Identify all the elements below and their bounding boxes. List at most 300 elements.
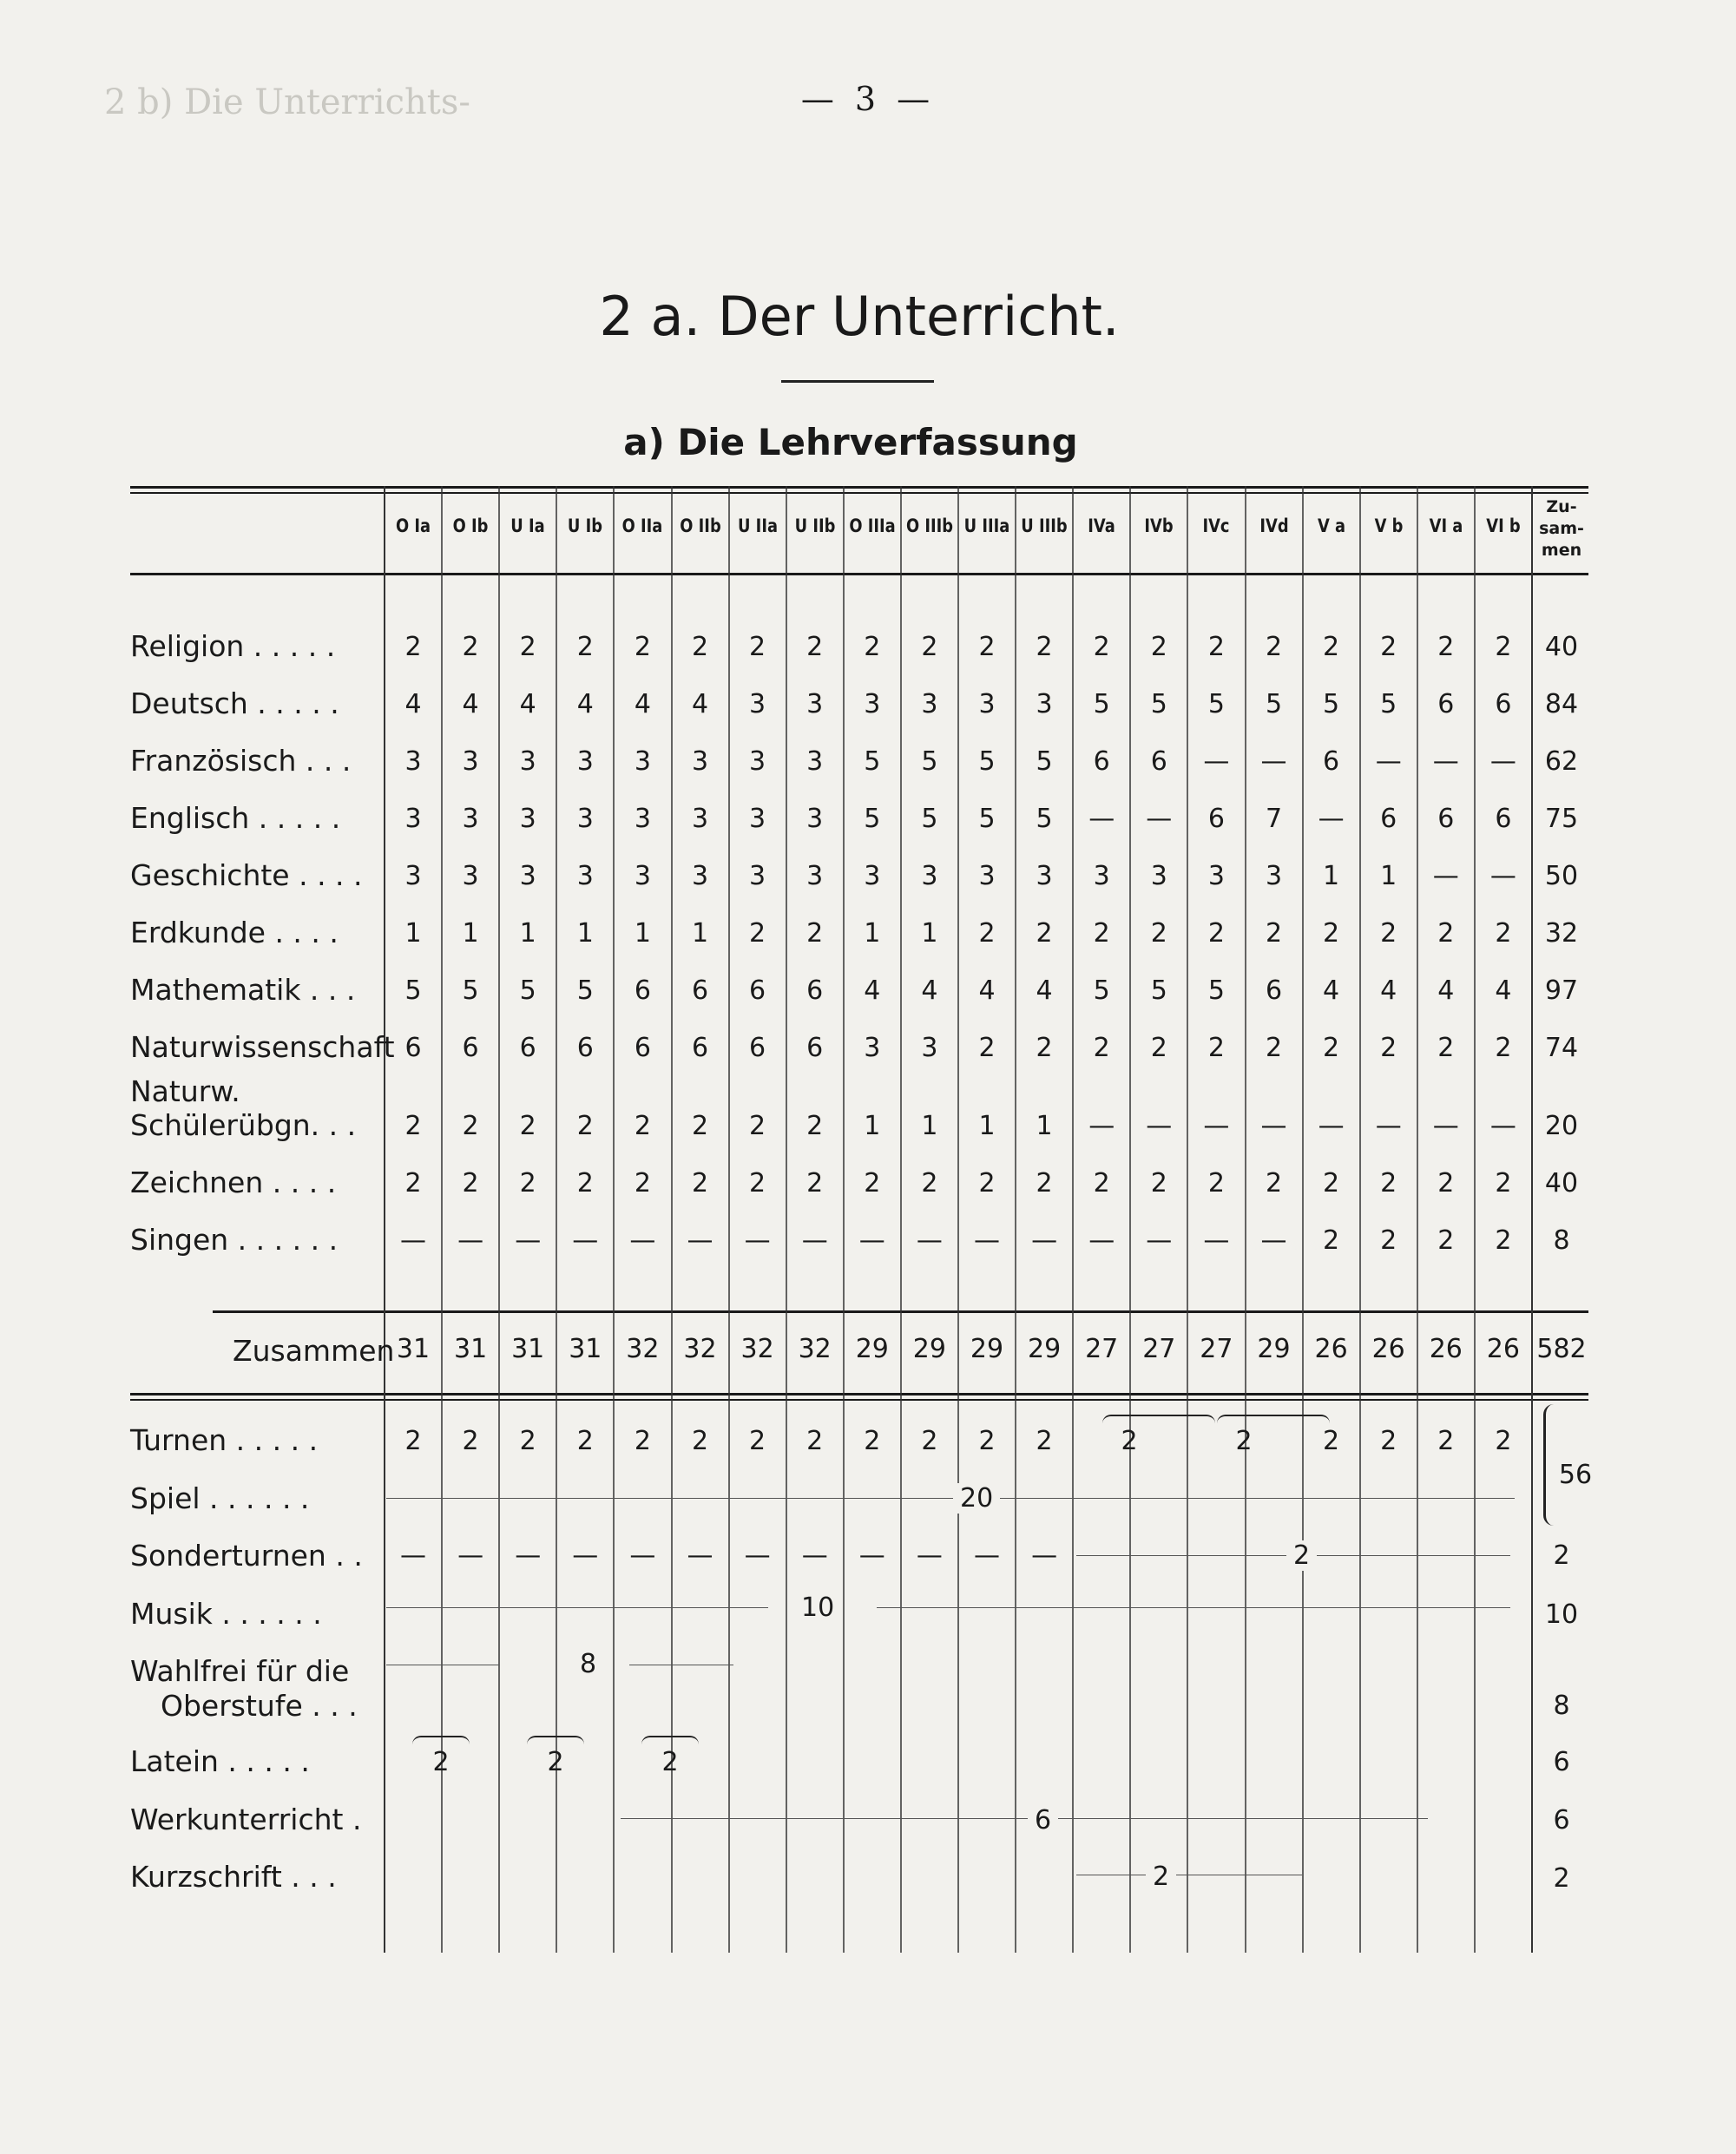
musik-span-line-left bbox=[386, 1607, 768, 1608]
table-cell: 3 bbox=[806, 746, 824, 777]
table-cell: 2 bbox=[576, 1111, 594, 1141]
table-cell: 2 bbox=[1036, 1033, 1053, 1063]
subject-label: Singen . . . . . . bbox=[130, 1223, 339, 1257]
table-cell: 1 bbox=[921, 918, 938, 949]
table-cell: 3 bbox=[691, 804, 709, 834]
column-header: IVd bbox=[1259, 516, 1289, 536]
table-cell: 3 bbox=[1207, 861, 1225, 891]
sum-row-label: Zusammen bbox=[233, 1334, 395, 1368]
total-header-line: Zu- bbox=[1546, 497, 1577, 516]
werkunterricht-total: 6 bbox=[1553, 1805, 1570, 1835]
table-cell: 3 bbox=[404, 804, 422, 834]
sum-bottom-rule-2 bbox=[130, 1399, 1588, 1401]
table-cell: — bbox=[1146, 1111, 1173, 1141]
table-cell: 4 bbox=[921, 975, 938, 1006]
row-total: 62 bbox=[1544, 746, 1579, 777]
table-cell: 6 bbox=[1437, 804, 1455, 834]
subject-label: Naturwissenschaft bbox=[130, 1030, 395, 1064]
turnen-cell: 2 bbox=[691, 1426, 709, 1456]
table-cell: 2 bbox=[978, 1168, 996, 1198]
table-cell: 1 bbox=[921, 1111, 938, 1141]
table-cell: 3 bbox=[806, 804, 824, 834]
table-cell: 2 bbox=[749, 1111, 766, 1141]
column-header: V b bbox=[1374, 516, 1404, 536]
table-cell: 4 bbox=[576, 689, 594, 719]
bleed-through-heading: 2 b) Die Unterrichts- bbox=[104, 82, 470, 122]
table-cell: 2 bbox=[978, 1033, 996, 1063]
turnen-iv-ab: 2 bbox=[1121, 1426, 1138, 1456]
table-cell: 2 bbox=[1036, 1168, 1053, 1198]
table-cell: 5 bbox=[978, 804, 996, 834]
table-cell: 2 bbox=[1437, 1168, 1455, 1198]
musik-total: 10 bbox=[1544, 1599, 1579, 1630]
wahlfrei-value: 8 bbox=[573, 1649, 603, 1679]
table-cell: 5 bbox=[1093, 689, 1110, 719]
column-header: O IIb bbox=[679, 516, 721, 536]
sonderturnen-cell: — bbox=[801, 1540, 828, 1571]
sum-cell: 31 bbox=[569, 1334, 602, 1364]
table-cell: 3 bbox=[1036, 689, 1053, 719]
sonderturnen-cell: — bbox=[974, 1540, 1000, 1571]
column-header: U Ia bbox=[510, 516, 545, 536]
table-cell: 3 bbox=[864, 861, 881, 891]
table-cell: — bbox=[744, 1225, 771, 1256]
table-cell: 2 bbox=[1150, 918, 1167, 949]
table-cell: 5 bbox=[921, 804, 938, 834]
column-header: VI a bbox=[1429, 516, 1463, 536]
sonderturnen-label: Sonderturnen . . bbox=[130, 1539, 363, 1573]
table-cell: — bbox=[1432, 861, 1459, 891]
table-cell: 2 bbox=[1380, 1033, 1397, 1063]
column-header: O Ib bbox=[452, 516, 489, 536]
table-cell: 2 bbox=[806, 632, 824, 662]
table-cell: — bbox=[1031, 1225, 1058, 1256]
table-cell: 6 bbox=[1437, 689, 1455, 719]
table-cell: 3 bbox=[978, 689, 996, 719]
table-cell: 6 bbox=[634, 1033, 651, 1063]
table-cell: 5 bbox=[1036, 746, 1053, 777]
table-cell: 2 bbox=[1265, 918, 1283, 949]
column-header: O IIIa bbox=[849, 516, 896, 536]
table-cell: 2 bbox=[864, 1168, 881, 1198]
total-header-line: sam- bbox=[1539, 519, 1584, 538]
table-cell: — bbox=[1146, 804, 1173, 834]
table-cell: 2 bbox=[806, 1168, 824, 1198]
sum-total: 582 bbox=[1536, 1334, 1587, 1364]
kurzschrift-value: 2 bbox=[1146, 1862, 1176, 1892]
werkunterricht-label: Werkunterricht . bbox=[130, 1803, 362, 1836]
sum-cell: 29 bbox=[1028, 1334, 1062, 1364]
table-cell: — bbox=[1375, 1111, 1402, 1141]
column-header: O IIa bbox=[622, 516, 663, 536]
table-cell: 3 bbox=[864, 1033, 881, 1063]
table-cell: 1 bbox=[864, 1111, 881, 1141]
latein-label: Latein . . . . . bbox=[130, 1744, 310, 1778]
page-number: — 3 — bbox=[800, 80, 936, 118]
table-cell: 6 bbox=[749, 975, 766, 1006]
subject-label: Zeichnen . . . . bbox=[130, 1166, 337, 1199]
table-cell: 2 bbox=[1207, 1033, 1225, 1063]
wahlfrei-label-2: Oberstufe . . . bbox=[161, 1689, 358, 1723]
turnen-cell: 2 bbox=[1036, 1426, 1053, 1456]
table-cell: 4 bbox=[1380, 975, 1397, 1006]
table-cell: 3 bbox=[691, 861, 709, 891]
subject-label: Geschichte . . . . bbox=[130, 858, 363, 892]
table-cell: 2 bbox=[1265, 1168, 1283, 1198]
sum-bottom-rule bbox=[130, 1393, 1588, 1396]
table-cell: — bbox=[1318, 804, 1345, 834]
sum-cell: 31 bbox=[511, 1334, 545, 1364]
subject-label-pre: Naturw. bbox=[130, 1074, 240, 1108]
table-cell: 2 bbox=[691, 1168, 709, 1198]
table-cell: — bbox=[858, 1225, 885, 1256]
table-cell: 2 bbox=[1036, 918, 1053, 949]
table-cell: 7 bbox=[1265, 804, 1283, 834]
table-cell: 1 bbox=[634, 918, 651, 949]
row-total: 84 bbox=[1544, 689, 1579, 719]
latein-total: 6 bbox=[1553, 1747, 1570, 1777]
table-cell: 2 bbox=[1495, 1168, 1512, 1198]
table-cell: 3 bbox=[404, 861, 422, 891]
table-cell: 1 bbox=[404, 918, 422, 949]
table-cell: — bbox=[1375, 746, 1402, 777]
sonderturnen-value: 2 bbox=[1286, 1540, 1317, 1571]
table-cell: 2 bbox=[1150, 1033, 1167, 1063]
table-cell: 2 bbox=[1380, 632, 1397, 662]
table-cell: 5 bbox=[1265, 689, 1283, 719]
subject-label: Schülerübgn. . . bbox=[130, 1108, 357, 1142]
table-cell: 1 bbox=[1323, 861, 1340, 891]
table-cell: — bbox=[572, 1225, 599, 1256]
table-cell: 6 bbox=[519, 1033, 536, 1063]
table-cell: — bbox=[1203, 1111, 1230, 1141]
table-cell: 2 bbox=[921, 1168, 938, 1198]
table-cell: 2 bbox=[1150, 1168, 1167, 1198]
sum-cell: 29 bbox=[970, 1334, 1004, 1364]
sum-cell: 29 bbox=[1257, 1334, 1291, 1364]
sonderturnen-cell: — bbox=[400, 1540, 426, 1571]
table-cell: 2 bbox=[634, 632, 651, 662]
table-cell: 5 bbox=[1207, 689, 1225, 719]
table-cell: 2 bbox=[1437, 1033, 1455, 1063]
table-cell: — bbox=[400, 1225, 426, 1256]
table-cell: 1 bbox=[576, 918, 594, 949]
table-cell: 6 bbox=[1093, 746, 1110, 777]
subject-label: Französisch . . . bbox=[130, 744, 352, 778]
table-cell: 4 bbox=[1036, 975, 1053, 1006]
column-header: IVb bbox=[1144, 516, 1174, 536]
table-cell: 3 bbox=[749, 804, 766, 834]
table-cell: 3 bbox=[921, 861, 938, 891]
turnen-spiel-total: 56 bbox=[1558, 1460, 1593, 1490]
table-cell: 6 bbox=[404, 1033, 422, 1063]
sonderturnen-cell: — bbox=[916, 1540, 943, 1571]
column-header: U IIIb bbox=[1021, 516, 1068, 536]
table-cell: — bbox=[1088, 1111, 1115, 1141]
wahlfrei-total: 8 bbox=[1553, 1691, 1570, 1721]
table-cell: 2 bbox=[1207, 918, 1225, 949]
turnen-cell: 2 bbox=[1495, 1426, 1512, 1456]
table-cell: 2 bbox=[1323, 918, 1340, 949]
table-cell: 5 bbox=[921, 746, 938, 777]
table-cell: 1 bbox=[864, 918, 881, 949]
table-cell: 2 bbox=[576, 632, 594, 662]
table-cell: 2 bbox=[691, 632, 709, 662]
table-cell: 3 bbox=[921, 1033, 938, 1063]
table-cell: 3 bbox=[1093, 861, 1110, 891]
row-total: 97 bbox=[1544, 975, 1579, 1006]
sum-cell: 32 bbox=[740, 1334, 774, 1364]
spiel-label: Spiel . . . . . . bbox=[130, 1481, 310, 1515]
column-header: O IIIb bbox=[905, 516, 953, 536]
table-cell: 3 bbox=[749, 689, 766, 719]
table-cell: 6 bbox=[462, 1033, 479, 1063]
table-cell: 2 bbox=[921, 632, 938, 662]
section-subtitle: a) Die Lehrverfassung bbox=[623, 421, 1078, 463]
table-cell: 2 bbox=[1437, 632, 1455, 662]
table-cell: 2 bbox=[806, 1111, 824, 1141]
table-cell: 3 bbox=[634, 804, 651, 834]
table-cell: 1 bbox=[462, 918, 479, 949]
table-cell: 2 bbox=[1323, 632, 1340, 662]
werkunterricht-value: 6 bbox=[1028, 1805, 1058, 1835]
table-cell: 2 bbox=[1265, 1033, 1283, 1063]
table-cell: 2 bbox=[1093, 918, 1110, 949]
table-cell: 2 bbox=[462, 1168, 479, 1198]
turnen-cell: 2 bbox=[462, 1426, 479, 1456]
table-cell: 5 bbox=[1323, 689, 1340, 719]
table-cell: 3 bbox=[519, 746, 536, 777]
table-cell: 5 bbox=[1380, 689, 1397, 719]
table-cell: — bbox=[515, 1225, 542, 1256]
row-total: 8 bbox=[1553, 1225, 1570, 1256]
table-cell: 3 bbox=[462, 804, 479, 834]
sonderturnen-cell: — bbox=[687, 1540, 713, 1571]
table-cell: 5 bbox=[1150, 975, 1167, 1006]
table-cell: 3 bbox=[806, 689, 824, 719]
spiel-span-line bbox=[386, 1498, 1515, 1499]
turnen-cell: 2 bbox=[749, 1426, 766, 1456]
table-cell: 5 bbox=[1093, 975, 1110, 1006]
turnen-cell: 2 bbox=[1380, 1426, 1397, 1456]
table-cell: 2 bbox=[1207, 1168, 1225, 1198]
table-cell: 1 bbox=[691, 918, 709, 949]
table-cell: — bbox=[629, 1225, 656, 1256]
table-cell: 3 bbox=[749, 746, 766, 777]
table-cell: — bbox=[1203, 746, 1230, 777]
table-cell: 2 bbox=[864, 632, 881, 662]
sonderturnen-total: 2 bbox=[1553, 1540, 1570, 1571]
table-cell: 2 bbox=[519, 1111, 536, 1141]
sum-cell: 26 bbox=[1314, 1334, 1348, 1364]
table-cell: 1 bbox=[978, 1111, 996, 1141]
table-cell: 2 bbox=[404, 1111, 422, 1141]
turnen-iv-cd: 2 bbox=[1235, 1426, 1253, 1456]
table-cell: 2 bbox=[1323, 1168, 1340, 1198]
table-cell: — bbox=[1203, 1225, 1230, 1256]
row-total: 74 bbox=[1544, 1033, 1579, 1063]
table-cell: 5 bbox=[864, 746, 881, 777]
row-total: 40 bbox=[1544, 1168, 1579, 1198]
table-cell: 3 bbox=[519, 861, 536, 891]
table-cell: 2 bbox=[1265, 632, 1283, 662]
table-cell: 4 bbox=[1323, 975, 1340, 1006]
table-cell: — bbox=[1260, 746, 1287, 777]
turnen-cell: 2 bbox=[921, 1426, 938, 1456]
header-bottom-rule bbox=[130, 573, 1588, 575]
subject-label: Erdkunde . . . . bbox=[130, 916, 339, 949]
sonderturnen-cell: — bbox=[629, 1540, 656, 1571]
row-total: 20 bbox=[1544, 1111, 1579, 1141]
table-cell: — bbox=[1432, 746, 1459, 777]
sonderturnen-cell: — bbox=[858, 1540, 885, 1571]
table-cell: 4 bbox=[462, 689, 479, 719]
sum-cell: 31 bbox=[454, 1334, 488, 1364]
table-cell: 3 bbox=[519, 804, 536, 834]
sum-cell: 27 bbox=[1085, 1334, 1119, 1364]
table-cell: 4 bbox=[1437, 975, 1455, 1006]
sum-cell: 27 bbox=[1200, 1334, 1233, 1364]
table-cell: 5 bbox=[462, 975, 479, 1006]
table-cell: 2 bbox=[1093, 632, 1110, 662]
column-header: O Ia bbox=[395, 516, 431, 536]
latein-cell: 2 bbox=[661, 1747, 679, 1777]
subject-label: Mathematik . . . bbox=[130, 973, 356, 1007]
table-cell: — bbox=[687, 1225, 713, 1256]
table-cell: 1 bbox=[1380, 861, 1397, 891]
table-cell: 4 bbox=[691, 689, 709, 719]
table-cell: 6 bbox=[1150, 746, 1167, 777]
table-cell: 1 bbox=[519, 918, 536, 949]
table-cell: 3 bbox=[1036, 861, 1053, 891]
table-cell: 2 bbox=[1437, 1225, 1455, 1256]
table-cell: — bbox=[1088, 1225, 1115, 1256]
table-cell: 6 bbox=[576, 1033, 594, 1063]
column-header: IVa bbox=[1088, 516, 1115, 536]
column-header: VI b bbox=[1486, 516, 1521, 536]
table-cell: 4 bbox=[634, 689, 651, 719]
kurzschrift-total: 2 bbox=[1553, 1863, 1570, 1894]
table-cell: — bbox=[916, 1225, 943, 1256]
table-cell: 2 bbox=[691, 1111, 709, 1141]
row-total: 75 bbox=[1544, 804, 1579, 834]
table-cell: 2 bbox=[1323, 1033, 1340, 1063]
sonderturnen-cell: — bbox=[572, 1540, 599, 1571]
sum-cell: 27 bbox=[1142, 1334, 1176, 1364]
table-cell: 2 bbox=[404, 1168, 422, 1198]
table-cell: 2 bbox=[634, 1168, 651, 1198]
table-cell: 3 bbox=[1150, 861, 1167, 891]
table-cell: 3 bbox=[404, 746, 422, 777]
table-cell: 1 bbox=[1036, 1111, 1053, 1141]
table-cell: 3 bbox=[634, 746, 651, 777]
table-cell: 5 bbox=[864, 804, 881, 834]
table-cell: 2 bbox=[576, 1168, 594, 1198]
werkunterricht-span-line bbox=[621, 1818, 1428, 1819]
turnen-cell: 2 bbox=[1323, 1426, 1340, 1456]
subject-label: Deutsch . . . . . bbox=[130, 686, 339, 720]
table-cell: 2 bbox=[1495, 918, 1512, 949]
table-cell: 2 bbox=[1093, 1033, 1110, 1063]
table-cell: 2 bbox=[404, 632, 422, 662]
turnen-cell: 2 bbox=[404, 1426, 422, 1456]
sonderturnen-cell: — bbox=[1031, 1540, 1058, 1571]
column-header: U Ib bbox=[568, 516, 603, 536]
column-header: U IIa bbox=[737, 516, 778, 536]
table-cell: 6 bbox=[806, 975, 824, 1006]
table-cell: 3 bbox=[634, 861, 651, 891]
table-cell: 6 bbox=[691, 1033, 709, 1063]
table-cell: 5 bbox=[576, 975, 594, 1006]
subject-label: Englisch . . . . . bbox=[130, 801, 341, 835]
table-cell: 2 bbox=[1380, 1225, 1397, 1256]
table-cell: 6 bbox=[806, 1033, 824, 1063]
turnen-cell: 2 bbox=[1437, 1426, 1455, 1456]
table-cell: 2 bbox=[749, 918, 766, 949]
table-cell: 2 bbox=[978, 918, 996, 949]
total-header bbox=[1533, 496, 1590, 561]
table-cell: 3 bbox=[462, 861, 479, 891]
turnen-cell: 2 bbox=[864, 1426, 881, 1456]
table-cell: 2 bbox=[519, 1168, 536, 1198]
table-cell: 2 bbox=[749, 1168, 766, 1198]
musik-span-line-right bbox=[877, 1607, 1510, 1608]
table-cell: 5 bbox=[1207, 975, 1225, 1006]
table-cell: — bbox=[974, 1225, 1000, 1256]
table-cell: 6 bbox=[1495, 689, 1512, 719]
table-cell: — bbox=[1260, 1111, 1287, 1141]
table-cell: 2 bbox=[978, 632, 996, 662]
kurzschrift-label: Kurzschrift . . . bbox=[130, 1860, 337, 1894]
table-cell: 2 bbox=[1437, 918, 1455, 949]
table-cell: 2 bbox=[1380, 1168, 1397, 1198]
total-header-line: men bbox=[1541, 541, 1582, 560]
row-total: 50 bbox=[1544, 861, 1579, 891]
turnen-cell: 2 bbox=[806, 1426, 824, 1456]
column-header: IVc bbox=[1202, 516, 1230, 536]
turnen-cell: 2 bbox=[978, 1426, 996, 1456]
table-cell: 2 bbox=[462, 1111, 479, 1141]
table-cell: 3 bbox=[576, 804, 594, 834]
sonderturnen-cell: — bbox=[744, 1540, 771, 1571]
table-cell: — bbox=[1489, 1111, 1516, 1141]
sum-cell: 32 bbox=[683, 1334, 717, 1364]
table-cell: 4 bbox=[1495, 975, 1512, 1006]
table-cell: — bbox=[1489, 746, 1516, 777]
sum-cell: 29 bbox=[855, 1334, 889, 1364]
table-cell: 2 bbox=[1380, 918, 1397, 949]
table-cell: 3 bbox=[978, 861, 996, 891]
table-cell: — bbox=[1432, 1111, 1459, 1141]
table-cell: 6 bbox=[1380, 804, 1397, 834]
table-cell: 4 bbox=[519, 689, 536, 719]
table-cell: 2 bbox=[806, 918, 824, 949]
table-cell: 3 bbox=[749, 861, 766, 891]
table-cell: — bbox=[1146, 1225, 1173, 1256]
turnen-label: Turnen . . . . . bbox=[130, 1423, 319, 1457]
table-cell: 2 bbox=[1150, 632, 1167, 662]
table-cell: 4 bbox=[978, 975, 996, 1006]
table-cell: 2 bbox=[462, 632, 479, 662]
table-cell: 2 bbox=[1036, 632, 1053, 662]
table-cell: 6 bbox=[1495, 804, 1512, 834]
title-rule bbox=[781, 380, 934, 383]
table-cell: 4 bbox=[404, 689, 422, 719]
spiel-value: 20 bbox=[953, 1483, 1000, 1514]
sum-cell: 32 bbox=[626, 1334, 660, 1364]
table-cell: 2 bbox=[1495, 1033, 1512, 1063]
table-cell: — bbox=[1260, 1225, 1287, 1256]
